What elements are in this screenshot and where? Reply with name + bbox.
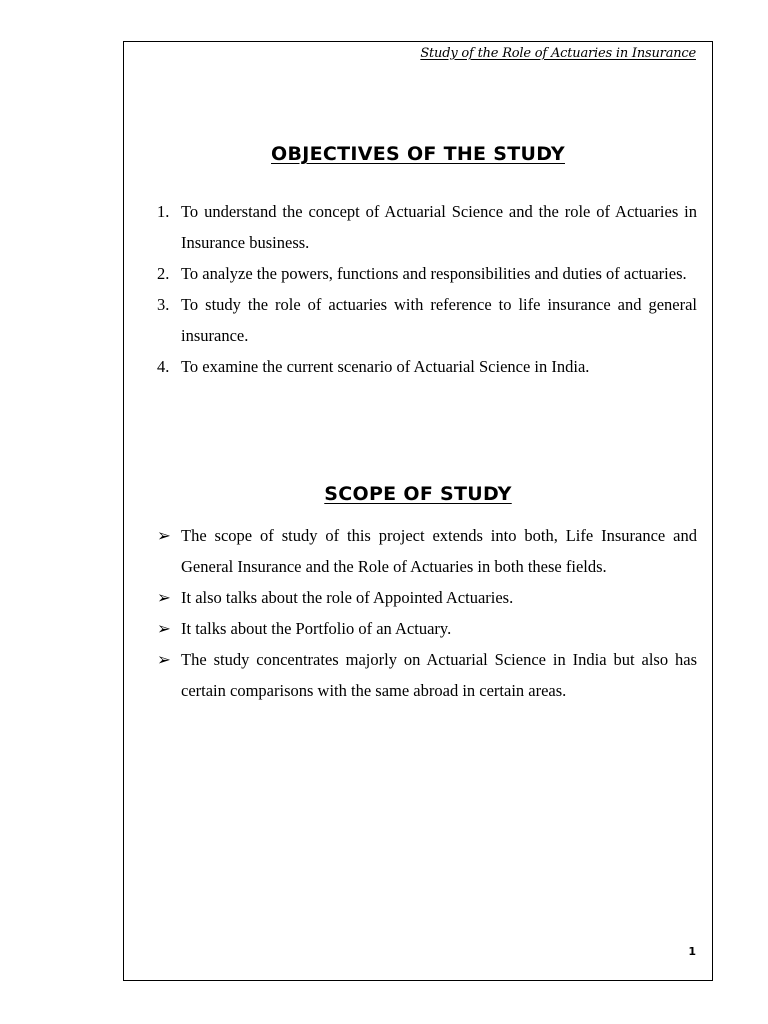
list-item-text: The scope of study of this project extends into both, Life Insurance and General Insurance and the Role of Actuaries in both these fields.	[181, 526, 697, 576]
list-item	[157, 613, 697, 644]
list-item-text: To examine the current scenario of Actuarial Science in India.	[181, 357, 590, 376]
list-number: 2.	[157, 264, 170, 283]
list-number: 4.	[157, 357, 170, 376]
list-item-text: The study concentrates majorly on Actuarial Science in India but also has certain comparisons with the same abroad in certain areas.	[181, 650, 697, 700]
running-header: Study of the Role of Actuaries in Insurance	[420, 46, 696, 61]
list-item	[157, 258, 697, 289]
list-number: 1.	[157, 202, 170, 221]
arrow-bullet-icon: ➢	[157, 619, 171, 638]
arrow-bullet-icon: ➢	[157, 526, 171, 545]
list-item-text: It talks about the Portfolio of an Actuary.	[181, 619, 452, 638]
list-item-text: To analyze the powers, functions and responsibilities and duties of actuaries.	[181, 264, 687, 283]
list-item	[157, 644, 697, 706]
arrow-bullet-icon: ➢	[157, 588, 171, 607]
scope-heading: SCOPE OF STUDY	[324, 483, 512, 505]
page-number: 1	[688, 945, 696, 958]
list-number: 3.	[157, 295, 170, 314]
objectives-list	[157, 196, 697, 382]
list-item-text: To study the role of actuaries with reference to life insurance and general insurance.	[181, 295, 697, 345]
list-item	[157, 520, 697, 582]
objectives-heading: OBJECTIVES OF THE STUDY	[271, 143, 565, 165]
list-item-text: It also talks about the role of Appointed Actuaries.	[181, 588, 514, 607]
list-item	[157, 351, 697, 382]
list-item	[157, 289, 697, 351]
list-item	[157, 582, 697, 613]
scope-list	[157, 520, 697, 706]
list-item	[157, 196, 697, 258]
arrow-bullet-icon: ➢	[157, 650, 171, 669]
document-page	[123, 41, 713, 981]
list-item-text: To understand the concept of Actuarial Science and the role of Actuaries in Insurance business.	[181, 202, 697, 252]
